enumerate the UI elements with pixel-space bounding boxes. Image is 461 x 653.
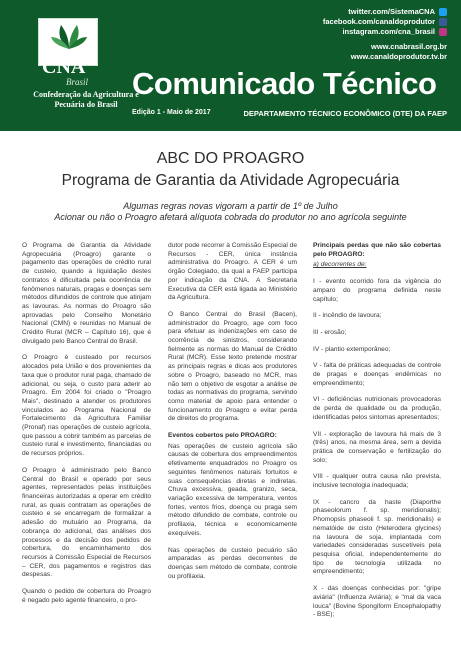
logo-brasil: Brasil xyxy=(66,77,89,87)
list-item: VI - deficiências nutricionais provocadoras de perda de qualidade ou da produção, identificadas pelos sintomas apresentados; xyxy=(313,396,441,421)
article-subtitle-2: Acionar ou não o Proagro afetará alíquota cobrada do produtor no ano agrícola seguinte xyxy=(54,212,407,222)
facebook-handle[interactable]: facebook.com/canaldoprodutor xyxy=(322,17,435,26)
paragraph: O Banco Central do Brasil (Bacen), administrador do Proagro, age com foco para efetuar as indenizações em caso de ocorrência de sinistros, considerando fielmente as normas do Manual de Crédito Rural (MCR). Esse texto pretende mostrar as principais regras e dicas aos produtores sobre o Proagro, baseado no MCR, mas não tem o objetivo de esgotar a análise de todas as normativas do programa, servindo como material de apoio para entender o funcionamento do Proagro e evitar perda de direitos do programa. xyxy=(168,310,297,423)
section-heading: Eventos cobertos pelo PROAGRO: xyxy=(168,432,277,440)
paragraph: Nas operações de custeio agrícola são causas de cobertura dos empreendimentos efetivamente enquadrados no Proagro os seguintes fenômenos naturais fortuitos e suas consequências diretas e indiretas. Chuva excessiva, geada, granizo, seca, variação excessiva de temperatura, ventos fortes, ventos frios, doença ou praga sem método difundido de combate, controle ou profilaxia, técnica e economicamente exequíveis. xyxy=(168,442,297,537)
paragraph: Quando o pedido de cobertura do Proagro é negado pelo agente financeiro, o pro- xyxy=(22,588,151,604)
article-subtitle-1: Algumas regras novas vigoram a partir de 1º de Julho xyxy=(123,201,338,211)
social-twitter[interactable] xyxy=(323,7,447,17)
column-2 xyxy=(168,242,297,589)
page-title: Comunicado Técnico xyxy=(132,66,437,101)
twitter-icon xyxy=(439,8,447,16)
department-label: DEPARTAMENTO TÉCNICO ECONÔMICO (DTE) DA FAEP xyxy=(243,109,447,118)
column-3 xyxy=(313,242,441,628)
column-1 xyxy=(22,242,151,613)
list-item: IX - cancro da haste (Diaporthe phaseolorum f. sp. meridionalis); Phomopsis phaseoli f. sp. meridionalis) e nematóide de cisto (Heterodera glycines) na lavoura de soja, implantada com variedades consideradas suscetíveis pela pesquisa oficial, independentemente do tipo de tecnologia utilizada no empreendimento; xyxy=(313,498,441,576)
social-facebook[interactable] xyxy=(323,17,447,27)
facebook-icon xyxy=(439,18,447,26)
instagram-icon xyxy=(439,28,447,36)
paragraph: O Proagro é custeado por recursos alocados pela União e dos provenientes da taxa que o produtor rural paga, chamado de adicional, ou seja, o custo para aderir ao Proagro. Em 2004 foi criado o "Proagro Mais", destinado a atender os produtores vinculados ao Programa Nacional de Fortalecimento da Agricultura Familiar (Pronaf) nas operações de custeio agrícola, que passou a cobrir também as parcelas de custeio rural e investimento, financiadas ou de recursos próprios. xyxy=(22,354,151,458)
article-title: Programa de Garantia da Atividade Agropecuária xyxy=(61,172,400,189)
instagram-handle[interactable]: instagram.com/cna_brasil xyxy=(342,27,435,36)
header-banner xyxy=(0,0,461,131)
url-canal[interactable]: www.canaldoprodutor.tv.br xyxy=(350,52,447,61)
paragraph: dutor pode recorrer à Comissão Especial de Recursos - CER, única instância administrativa do Proagro. A CER é um órgão Colegiado, da qual a FAEP participa por indicação da CNA. A Secretaria Executiva da CER está ligada ao Ministério da Agricultura. xyxy=(168,242,298,302)
list-item: I - evento ocorrido fora da vigência do amparo do programa definida neste capítulo; xyxy=(313,278,441,303)
list-intro: a) decorrentes de: xyxy=(313,261,367,269)
url-cna[interactable]: www.cnabrasil.org.br xyxy=(371,42,447,51)
list-item: IV - plantio extemporâneo; xyxy=(313,345,391,353)
list-item: III - erosão; xyxy=(313,328,347,336)
list-item: X - das doenças conhecidas por: "gripe aviária" (Influenza Aviária); e "mal da vaca louca" (Bovine Spongiform Encephalopathy - BSE); xyxy=(313,585,441,619)
social-instagram[interactable] xyxy=(323,27,447,37)
twitter-handle[interactable]: twitter.com/SistemaCNA xyxy=(348,7,435,16)
list-item: VIII - qualquer outra causa não prevista, inclusive tecnologia inadequada; xyxy=(313,473,441,490)
list-item: II - incêndio de lavoura; xyxy=(313,312,382,320)
paragraph: O Proagro é administrado pelo Banco Central do Brasil e operado por seus agentes, representados pelas instituições financeiras autorizadas a operar em crédito rural, as quais contratam as operações de custeio e se encarregam de formalizar a adesão do mutuário ao Programa, da cobrança do adicional, das análises dos processos e da decisão dos pedidos de cobertura, do encaminhamento dos recursos à Comissão Especial de Recursos – CER, dos pagamentos e registros das despesas. xyxy=(22,466,151,579)
edition-label: Edição 1 - Maio de 2017 xyxy=(132,109,211,116)
paragraph: Nas operações de custeio pecuário são amparadas as perdas decorrentes de doenças sem método de combate, controle ou profilaxia. xyxy=(168,546,297,580)
leaves-icon xyxy=(51,23,87,51)
section-heading: Principais perdas que não são cobertas pelo PROAGRO: xyxy=(313,242,441,258)
list-item: V - falta de práticas adequadas de controle de pragas e doenças endêmicas no empreendimento; xyxy=(313,362,441,387)
social-links xyxy=(323,7,447,37)
logo-text: CNA xyxy=(42,56,86,78)
paragraph: O Programa de Garantia da Atividade Agropecuária (Proagro) garante o pagamento das operações de crédito rural de custeio, quando a liquidação destes contratos é dificultada pela ocorrência de fenômenos naturais, pragas e doenças sem métodos difundidos de controle que atinjam as lavouras. As normas do Proagro são aprovadas pelo Conselho Monetário Nacional (CMN) e reunidas no Manual de Crédito Rural (MCR – Capítulo 16), que é divulgado pelo Banco Central do Brasil. xyxy=(22,242,151,345)
list-item: VII - exploração de lavoura há mais de 3 (três) anos, na mesma área, sem a devida prática de conservação e fertilização do solo; xyxy=(313,430,441,464)
website-links xyxy=(351,42,447,62)
article-kicker: ABC DO PROAGRO xyxy=(156,150,305,167)
confederation-name: Confederação da Agricultura e Pecuária do Brasil xyxy=(33,90,139,109)
